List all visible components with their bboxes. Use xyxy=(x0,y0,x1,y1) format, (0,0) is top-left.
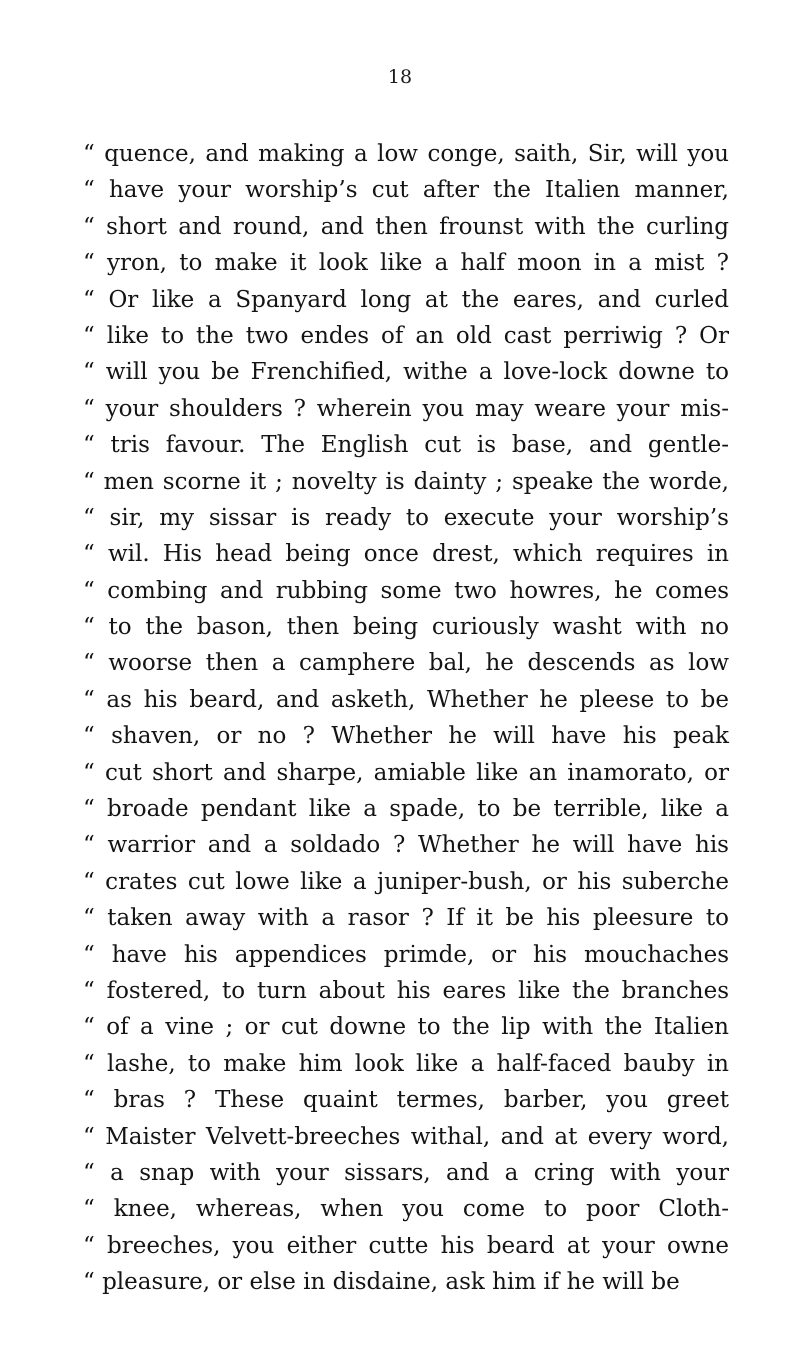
text-line: “ fostered, to turn about his eares like the branches xyxy=(83,977,729,1004)
body-text xyxy=(83,136,729,1301)
page-number: 18 xyxy=(387,66,413,88)
text-line: “ like to the two endes of an old cast perriwig ? Or xyxy=(83,322,729,349)
text-line: “ have your worship’s cut after the Italien manner, xyxy=(83,177,729,204)
text-line: “ yron, to make it look like a half moon in a mist ? xyxy=(83,250,729,277)
text-line: “ knee, whereas, when you come to poor Cloth- xyxy=(83,1196,729,1223)
text-line: “ crates cut lowe like a juniper-bush, or his suberche xyxy=(83,868,729,895)
text-line: “ will you be Frenchified, withe a love-lock downe to xyxy=(83,359,729,386)
text-line: “ bras ? These quaint termes, barber, you greet xyxy=(83,1087,729,1114)
text-line: “ lashe, to make him look like a half-faced bauby in xyxy=(83,1050,729,1077)
text-line: “ wil. His head being once drest, which requires in xyxy=(83,541,729,568)
text-line: “ a snap with your sissars, and a cring with your xyxy=(83,1159,729,1186)
text-line: “ to the bason, then being curiously washt with no xyxy=(83,614,729,641)
text-line: “ tris favour. The English cut is base, and gentle- xyxy=(83,432,729,459)
text-line: “ woorse then a camphere bal, he descends as low xyxy=(83,650,729,677)
text-line: “ men scorne it ; novelty is dainty ; speake the worde, xyxy=(83,468,729,495)
text-line: “ pleasure, or else in disdaine, ask him if he will be xyxy=(83,1269,680,1296)
text-line: “ as his beard, and asketh, Whether he pleese to be xyxy=(83,686,729,713)
text-line: “ short and round, and then frounst with the curling xyxy=(83,213,729,240)
text-line: “ Or like a Spanyard long at the eares, and curled xyxy=(83,286,729,313)
text-line: “ warrior and a soldado ? Whether he will have his xyxy=(83,832,729,859)
text-line: “ taken away with a rasor ? If it be his pleesure to xyxy=(83,905,729,932)
text-line: “ have his appendices primde, or his mouchaches xyxy=(83,941,729,968)
text-line: “ shaven, or no ? Whether he will have his peak xyxy=(83,723,729,750)
text-line: “ breeches, you either cutte his beard at your owne xyxy=(83,1232,729,1259)
text-line: “ cut short and sharpe, amiable like an inamorato, or xyxy=(83,759,729,786)
text-line: “ of a vine ; or cut downe to the lip with the Italien xyxy=(83,1014,729,1041)
text-line: “ Maister Velvett-breeches withal, and at every word, xyxy=(83,1123,729,1150)
text-line: “ your shoulders ? wherein you may weare your mis- xyxy=(83,395,729,422)
text-line: “ broade pendant like a spade, to be terrible, like a xyxy=(83,796,729,823)
text-line: “ combing and rubbing some two howres, he comes xyxy=(83,577,729,604)
text-line: “ sir, my sissar is ready to execute your worship’s xyxy=(83,504,729,531)
text-line: “ quence, and making a low conge, saith, Sir, will you xyxy=(83,141,729,167)
